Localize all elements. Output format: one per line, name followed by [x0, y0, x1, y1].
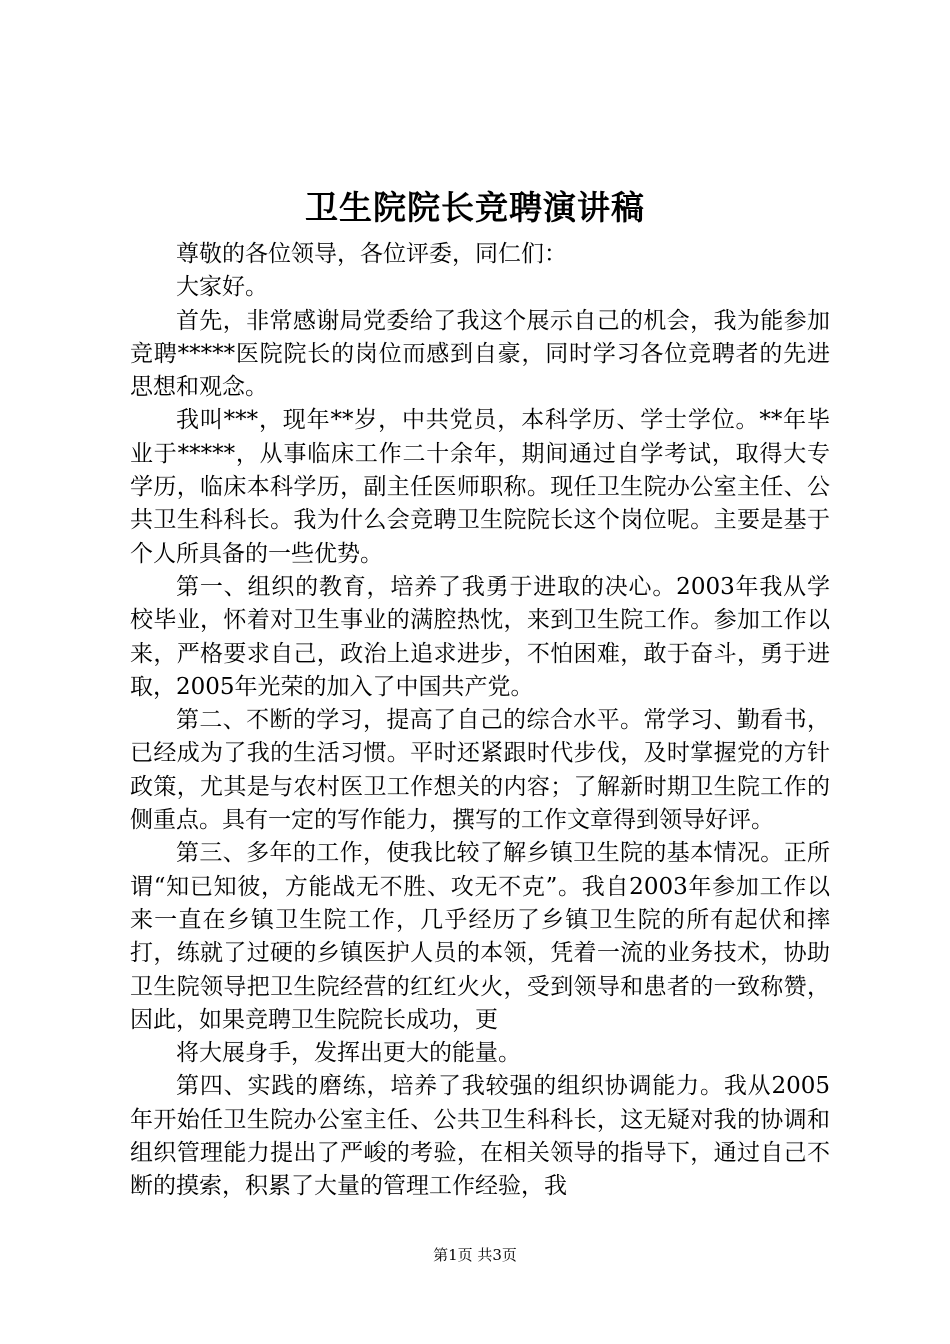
- paragraph-greeting: 大家好。: [176, 274, 268, 301]
- document-body: [130, 238, 830, 1204]
- document-title: 卫生院院长竞聘演讲稿: [305, 188, 645, 227]
- paragraph-point-three-continued: 将大展身手，发挥出更大的能量。: [176, 1040, 521, 1067]
- paragraph-point-two: 第二、不断的学习，提高了自己的综合水平。常学习、勤看书，已经成为了我的生活习惯。平时还紧跟时代步伐，及时掌握党的方针政策，尤其是与农村医卫工作想关的内容；了解新时期卫生院工作的侧重点。具有一定的写作能力，撰写的工作文章得到领导好评。: [130, 707, 830, 834]
- paragraph-point-one: 第一、组织的教育，培养了我勇于进取的决心。2003年我从学校毕业，怀着对卫生事业的满腔热忱，来到卫生院工作。参加工作以来，严格要求自己，政治上追求进步，不怕困难，敢于奋斗，勇于进取，2005年光荣的加入了中国共产党。: [130, 573, 830, 700]
- paragraph-point-four: 第四、实践的磨练，培养了我较强的组织协调能力。我从2005年开始任卫生院办公室主任、公共卫生科科长，这无疑对我的协调和组织管理能力提出了严峻的考验，在相关领导的指导下，通过自己不断的摸索，积累了大量的管理工作经验，我: [130, 1073, 830, 1200]
- paragraph-intro: 首先，非常感谢局党委给了我这个展示自己的机会，我为能参加竞聘*****医院院长的岗位而感到自豪，同时学习各位竞聘者的先进思想和观念。: [130, 307, 830, 401]
- paragraph-self-introduction: 我叫***，现年**岁，中共党员，本科学历、学士学位。**年毕业于*****，从事临床工作二十余年，期间通过自学考试，取得大专学历，临床本科学历，副主任医师职称。现任卫生院办公室主任、公共卫生科科长。我为什么会竞聘卫生院院长这个岗位呢。主要是基于个人所具备的一些优势。: [130, 407, 830, 567]
- paragraph-salutation: 尊敬的各位领导，各位评委，同仁们：: [176, 241, 567, 267]
- paragraph-point-three: 第三、多年的工作，使我比较了解乡镇卫生院的基本情况。正所谓“知已知彼，方能战无不胜、攻无不克”。我自2003年参加工作以来一直在乡镇卫生院工作，几乎经历了乡镇卫生院的所有起伏和摔打，练就了过硬的乡镇医护人员的本领，凭着一流的业务技术，协助卫生院领导把卫生院经营的红红火火，受到领导和患者的一致称赞，因此，如果竞聘卫生院院长成功，更: [130, 840, 830, 1033]
- page-footer: 第1页 共3页: [433, 1246, 517, 1264]
